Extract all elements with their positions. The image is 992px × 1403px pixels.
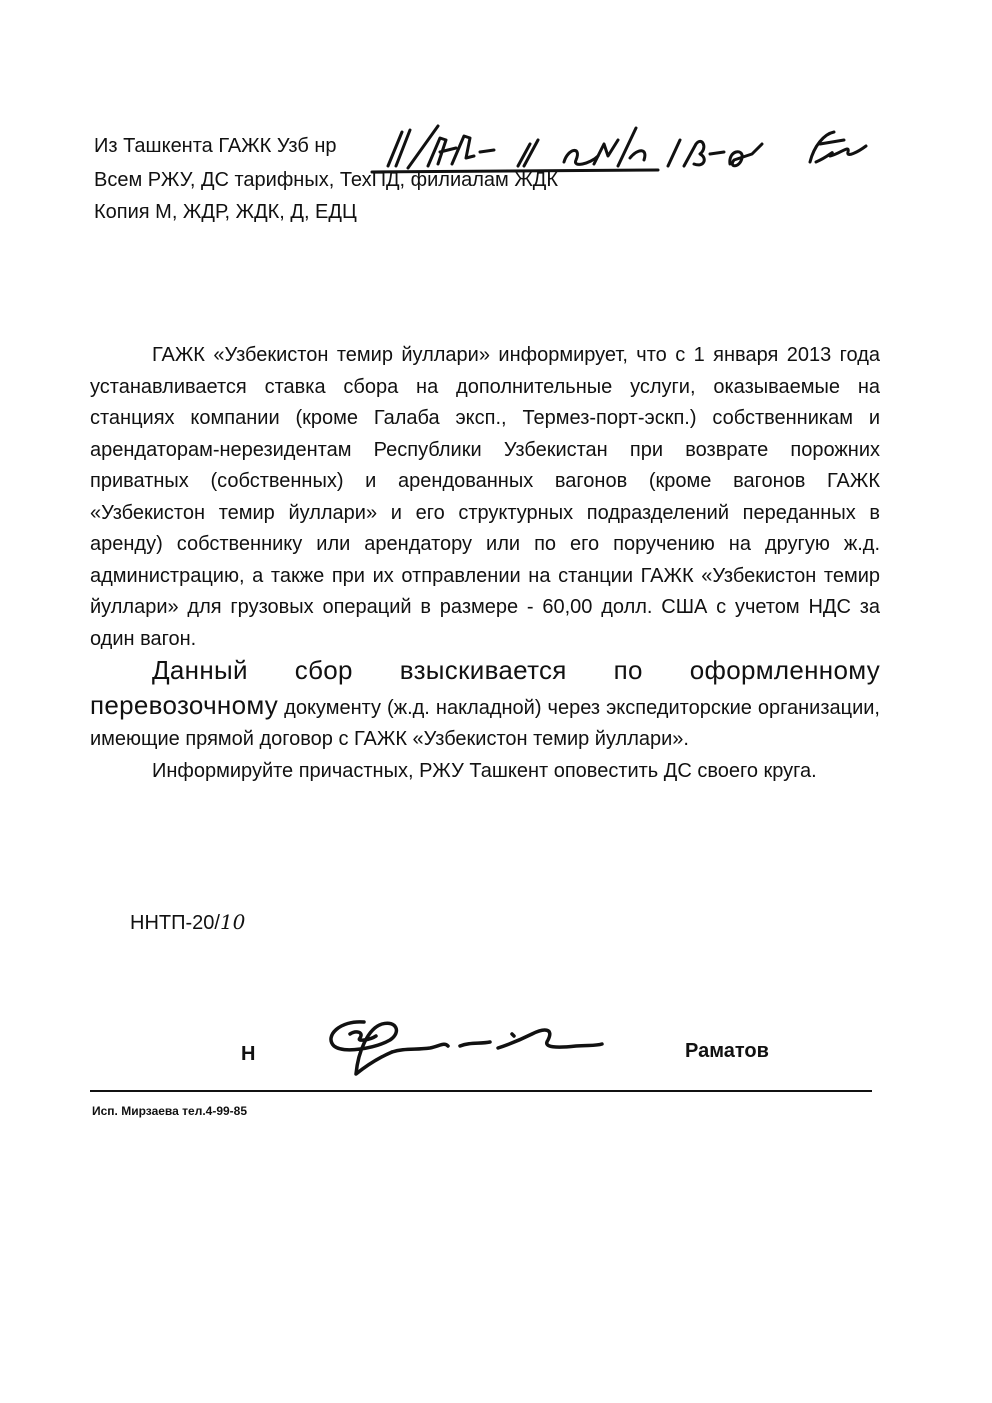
paragraph-collection bbox=[90, 655, 880, 756]
header-from-text: Из Ташкента ГАЖК Узб нр bbox=[94, 135, 337, 157]
document-code bbox=[130, 910, 245, 935]
letter-body bbox=[90, 340, 880, 787]
footer-divider bbox=[90, 1090, 872, 1092]
executor-line: Исп. Мирзаева тел.4-99-85 bbox=[92, 1104, 248, 1118]
paragraph-inform: Информируйте причастных, РЖУ Ташкент оповестить ДС своего круга. bbox=[152, 759, 817, 782]
paragraph-rate-announcement: ГАЖК «Узбекистон темир йуллари» информирует, что с 1 января 2013 года устанавливается ставка сбора на дополнительные услуги, оказываемые на станциях компании (кроме Галаба эксп., Термез-порт-эскп.) собственникам и арендаторам-нерезидентам Республики Узбекистан при возврате порожних приватных (собственных) и арендованных вагонов (кроме вагонов ГАЖК «Узбекистон темир йуллари» и его структурных подразделений переданных в аренду) собственнику или арендатору или по его поручению на другую ж.д. администрацию, а также при их отправлении на станции ГАЖК «Узбекистон темир йуллари» для грузовых операций в размере - 60,00 долл. США с учетом НДС за один вагон. bbox=[90, 344, 880, 650]
header-line-copy: Копия М, ЖДР, ЖДК, Д, ЕДЦ bbox=[94, 201, 357, 223]
document-code-handwritten: 10 bbox=[219, 910, 246, 934]
document-code-prefix: ННТП-20/ bbox=[130, 912, 220, 934]
paragraph-collection-rest: документу (ж.д. накладной) через экспедиторские организации, имеющие прямой договор с ГАЖК «Узбекистон темир йуллари». bbox=[90, 696, 880, 750]
signatory-name: Раматов bbox=[685, 1040, 769, 1062]
handwritten-initials bbox=[800, 126, 870, 170]
header-line-from bbox=[94, 136, 337, 156]
paragraph-collection-lead: Данный сбор взыскивается по оформленному перевозочному bbox=[90, 655, 880, 720]
handwritten-signature bbox=[320, 1012, 620, 1084]
signature-left-label: Н bbox=[241, 1043, 256, 1065]
header-line-to: Всем РЖУ, ДС тарифных, ТехПД, филиалам ЖДК bbox=[94, 169, 559, 191]
